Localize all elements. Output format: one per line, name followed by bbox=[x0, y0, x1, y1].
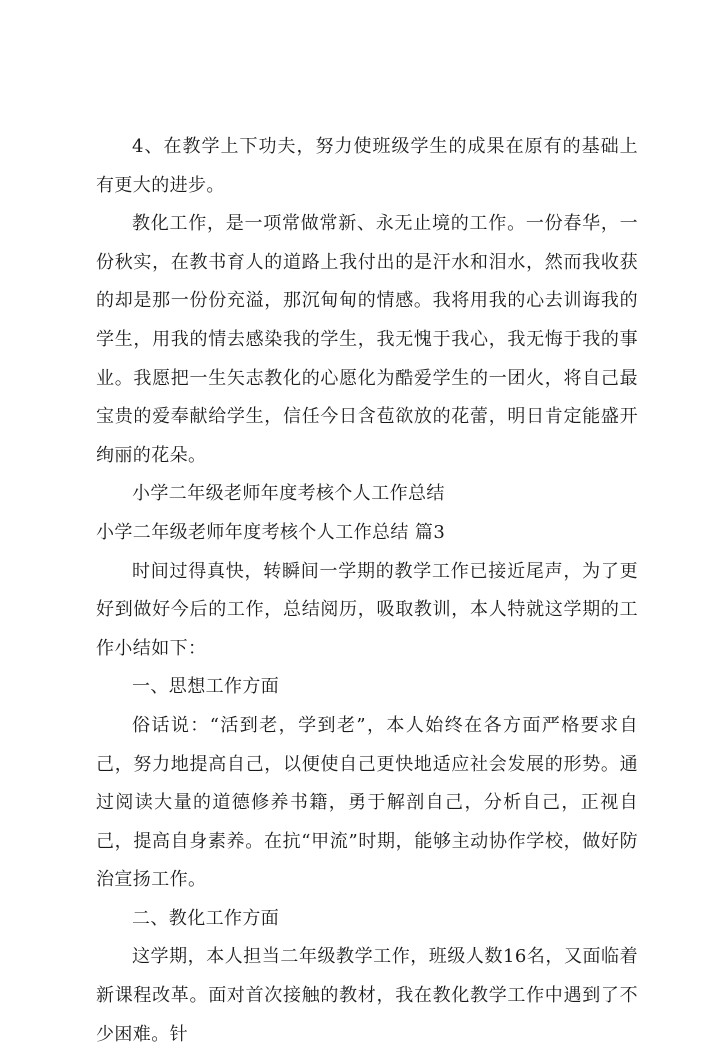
heading-education-work: 二、教化工作方面 bbox=[132, 907, 280, 929]
paragraph-intro: 时间过得真快，转瞬间一学期的教学工作已接近尾声，为了更好到做好今后的工作，总结阅历，吸取教训，本人特就这学期的工作小结如下： bbox=[96, 560, 638, 659]
paragraph-thought-work: 俗话说：“活到老，学到老”，本人始终在各方面严格要求自己，努力地提高自己，以便使自己更快地适应社会发展的形势。通过阅读大量的道德修养书籍，勇于解剖自己，分析自己，正视自己，提高自身素养。在抗“甲流”时期，能够主动协作学校，做好防治宣扬工作。 bbox=[96, 714, 638, 891]
section-title: 小学二年级老师年度考核个人工作总结 bbox=[132, 483, 445, 505]
paragraph-teaching-goal: 4、在教学上下功夫，努力使班级学生的成果在原有的基础上有更大的进步。 bbox=[96, 136, 638, 196]
paragraph-education-work: 这学期，本人担当二年级教学工作，班级人数16名，又面临着新课程改革。面对首次接触的教材，我在教化教学工作中遇到了不少困难。针 bbox=[96, 946, 638, 1045]
heading-thought-work: 一、思想工作方面 bbox=[132, 676, 280, 698]
article-title: 小学二年级老师年度考核个人工作总结 篇3 bbox=[96, 521, 446, 543]
paragraph-education-reflection: 教化工作，是一项常做常新、永无止境的工作。一份春华，一份秋实，在教书育人的道路上我付出的是汗水和泪水，然而我收获的却是那一份份充溢，那沉甸甸的情感。我将用我的心去训诲我的学生，用我的情去感染我的学生，我无愧于我心，我无悔于我的事业。我愿把一生矢志教化的心愿化为酷爱学生的一团火，将自己最宝贵的爱奉献给学生，信任今日含苞欲放的花蕾，明日肯定能盛开绚丽的花朵。 bbox=[96, 213, 638, 466]
